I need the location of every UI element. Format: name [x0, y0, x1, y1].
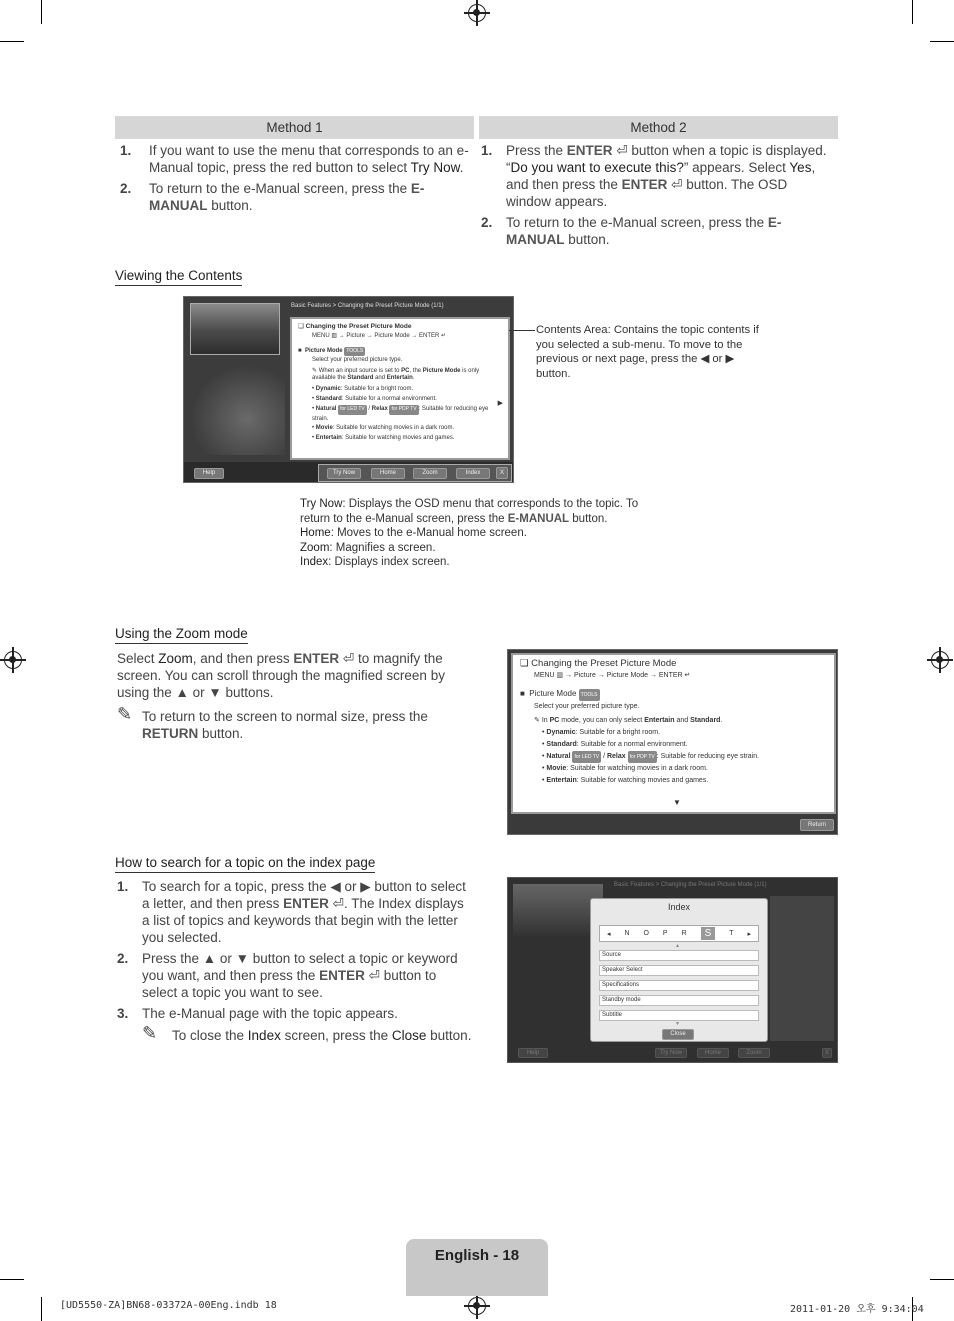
picture-mode-row: ■ Picture Mode TOOLS [298, 347, 502, 357]
home-button-dimmed: Home [697, 1048, 729, 1058]
method2-step2: 2. To return to the e-Manual screen, press the E-MANUAL button. [481, 215, 782, 247]
scroll-down-icon[interactable]: ▼ [675, 1021, 680, 1027]
zoom-select-text: Select your preferred picture type. [534, 703, 640, 710]
method1-step2: 2. To return to the e-Manual screen, press the E-MANUAL button. [120, 181, 425, 213]
dimmed-contents [770, 896, 834, 1041]
close-button[interactable]: Close [662, 1029, 694, 1040]
scroll-up-icon[interactable]: ▲ [675, 943, 680, 949]
method1-step1: 1. If you want to use the menu that corresponds to an e-Manual topic, press the red button to select Try Now. [120, 143, 469, 175]
index-step3: 3. The e-Manual page with the topic appears. [117, 1006, 398, 1021]
x-button-dimmed: X [822, 1048, 832, 1058]
registration-mark-right [931, 651, 949, 669]
zoom-heading: Using the Zoom mode [115, 626, 248, 644]
letter-n[interactable]: N [624, 930, 630, 937]
index-step2: 2. Press the ▲ or ▼ button to select a topic or keyword you want, and then press the ENTER ⏎ button to select a topic you want to see. [117, 951, 458, 1000]
contents-area [290, 317, 510, 460]
help-button[interactable]: Help [194, 468, 224, 479]
letter-o[interactable]: O [643, 930, 649, 937]
enter-icon: ⏎ [368, 968, 380, 983]
list-item[interactable]: Subtitle [599, 1010, 759, 1021]
index-heading: How to search for a topic on the index page [115, 855, 375, 873]
enter-icon: ⏎ [342, 651, 355, 666]
letter-prev-icon[interactable]: ◂ [606, 930, 611, 938]
zoom-screen [507, 649, 838, 835]
breadcrumb: Basic Features > Changing the Preset Picture Mode (1/1) [291, 303, 444, 309]
method2-step1: 1. Press the ENTER ⏎ button when a topic is displayed. “Do you want to execute this?” appears. Select Yes, and then press the ENTER ⏎ button. The OSD window appears. [481, 143, 827, 209]
note-icon: ✎ [117, 704, 133, 724]
select-text: Select your preferred picture type. [312, 357, 403, 364]
index-dialog [590, 898, 768, 1042]
registration-mark-top [468, 4, 486, 22]
letter-s-selected[interactable]: S [701, 927, 716, 940]
method1-header: Method 1 [115, 116, 474, 139]
page-label: English - 18 [406, 1239, 548, 1296]
topic-title: ❑ Changing the Preset Picture Mode [298, 323, 412, 330]
zoomed-contents [511, 653, 836, 814]
list-item[interactable]: Specifications [599, 980, 759, 991]
desc-home: Home: Moves to the e-Manual home screen. [300, 527, 527, 540]
list-item: • Entertain: Suitable for watching movies and games. [542, 777, 709, 784]
letter-bar [599, 925, 759, 942]
desc-zoom: Zoom: Magnifies a screen. [300, 541, 436, 554]
zoom-picture-mode: ■ Picture Mode TOOLS [520, 688, 827, 701]
scroll-down-arrow-icon[interactable]: ▼ [673, 798, 681, 807]
zoom-button[interactable]: Zoom [413, 468, 447, 479]
home-button[interactable]: Home [371, 468, 405, 479]
enter-icon: ⏎ [332, 896, 344, 911]
list-item[interactable]: Standby mode [599, 995, 759, 1006]
list-item: • Movie: Suitable for watching movies in a dark room. [542, 765, 708, 772]
next-page-arrow-icon[interactable]: ▶ [497, 400, 503, 407]
list-item: • Natural for LED TV / Relax for PDP TV : Suitable for reducing eye strain. [312, 405, 489, 422]
menu-path: MENU ▥ → Picture → Picture Mode → ENTER ↵ [312, 332, 447, 339]
try-now-button[interactable]: Try Now [327, 468, 361, 479]
list-item: • Movie: Suitable for watching movies in a dark room. [312, 425, 455, 432]
zoom-paragraph: Select Zoom, and then press ENTER ⏎ to magnify the screen. You can scroll through the magnified screen by using the ▲ or ▼ buttons. [117, 651, 445, 700]
zoom-bullet-list [520, 727, 827, 787]
enter-icon: ⏎ [671, 177, 683, 192]
button-descriptions [300, 497, 655, 570]
index-button[interactable]: Index [456, 468, 490, 479]
desc-try-now: Try Now: Displays the OSD menu that corresponds to the topic. To return to the e-Manual screen, press the E-MANUAL button. [300, 498, 639, 525]
letter-next-icon[interactable]: ▸ [747, 930, 751, 938]
zoom-note: ✎ To return to the screen to normal size, press the RETURN button. [117, 704, 428, 741]
help-button-dimmed: Help [518, 1048, 548, 1058]
thumbnail-image [190, 303, 280, 355]
note-text: ✎ When an input source is set to PC, the Picture Mode is only available the Standard and Entertain. [312, 368, 480, 382]
list-item[interactable]: Speaker Select [599, 965, 759, 976]
index-step1: 1. To search for a topic, press the ◀ or ▶ button to select a letter, and then press ENTER ⏎. The Index displays a list of topics and keywords that begin with the letter you selected. [117, 879, 466, 945]
index-note: ✎ To close the Index screen, press the Close button. [142, 1023, 472, 1043]
zoom-button-dimmed: Zoom [738, 1048, 770, 1058]
checkbox-icon: ❑ [520, 658, 529, 669]
bullet-list [298, 385, 502, 444]
note-icon: ✎ [142, 1023, 158, 1043]
desc-index: Index: Displays index screen. [300, 556, 450, 569]
dimmed-breadcrumb: Basic Features > Changing the Preset Picture Mode (1/1) [614, 882, 767, 888]
list-item: • Natural for LED TV / Relax for PDP TV : Suitable for reducing eye strain. [542, 751, 827, 763]
zoom-menu-path: MENU ▥ → Picture → Picture Mode → ENTER ↵ [534, 672, 691, 679]
index-list [599, 950, 759, 1025]
letter-t[interactable]: T [729, 930, 734, 937]
contents-area-callout: Contents Area: Contains the topic contents if you selected a sub-menu. To move to the previous or next page, press the ◀ or ▶ button. [536, 324, 759, 380]
registration-mark-left [4, 651, 22, 669]
footer-timestamp: 2011-01-20 오후 9:34:04 [790, 1304, 924, 1315]
list-item: • Dynamic: Suitable for a bright room. [542, 729, 661, 736]
callout-line [509, 330, 535, 331]
zoom-note-line: ✎ In PC mode, you can only select Entertain and Standard. [534, 717, 723, 724]
emanual-screen [183, 296, 514, 483]
note-icon: ✎ [534, 717, 540, 724]
viewing-heading: Viewing the Contents [115, 268, 242, 286]
note-icon: ✎ [312, 368, 318, 375]
letter-r[interactable]: R [681, 930, 687, 937]
try-now-button-dimmed: Try Now [655, 1048, 687, 1058]
index-screen [507, 877, 838, 1063]
index-dialog-title: Index [667, 902, 691, 912]
list-item[interactable]: Source [599, 950, 759, 961]
close-x-button[interactable]: X [496, 467, 508, 479]
enter-icon: ⏎ [616, 143, 628, 158]
registration-mark-bottom [468, 1297, 486, 1315]
letter-p[interactable]: P [662, 930, 668, 937]
return-button[interactable]: Return [800, 819, 834, 831]
list-item: • Entertain: Suitable for watching movies and games. [312, 435, 455, 442]
list-item: • Standard: Suitable for a normal environment. [312, 395, 437, 402]
zoom-topic-title: ❑ Changing the Preset Picture Mode [520, 658, 677, 669]
footer-file: [UD5550-ZA]BN68-03372A-00Eng.indb 18 [60, 1300, 277, 1311]
list-item: • Dynamic: Suitable for a bright room. [312, 386, 414, 393]
tv-illustration [190, 365, 285, 455]
method2-header: Method 2 [479, 116, 838, 139]
list-item: • Standard: Suitable for a normal environment. [542, 741, 688, 748]
checkbox-icon: ❑ [298, 323, 304, 330]
